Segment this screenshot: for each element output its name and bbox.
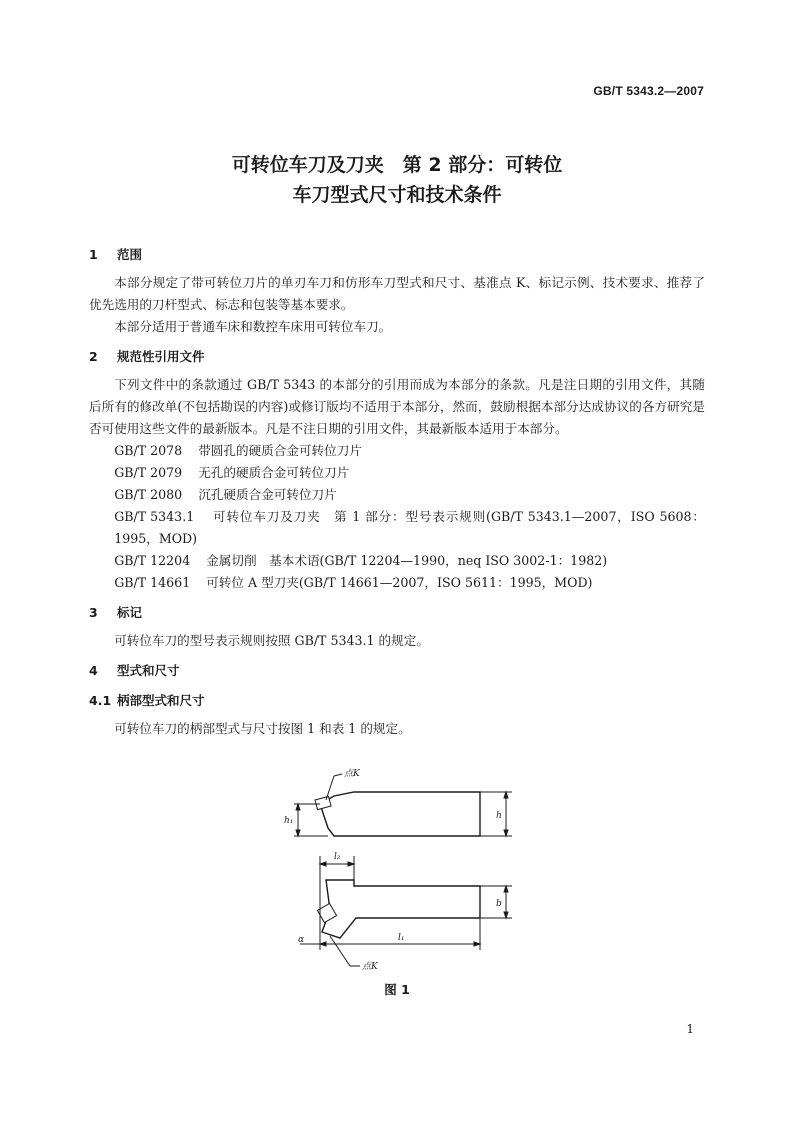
label-alpha: α — [298, 935, 305, 945]
label-l1: l₁ — [398, 933, 405, 943]
section-title: 范围 — [117, 247, 143, 262]
standard-code: GB/T 5343.2—2007 — [593, 84, 704, 98]
label-point-k-top: 点K — [344, 769, 360, 779]
section-number: 1 — [89, 247, 98, 262]
top-view — [300, 856, 512, 966]
section-number: 4 — [89, 663, 98, 678]
document-title — [0, 150, 794, 210]
title-line-1: 可转位车刀及刀夹 第 2 部分：可转位 — [231, 154, 563, 176]
label-point-k-bottom: 点K — [362, 962, 378, 972]
section-number: 4.1 — [89, 693, 112, 708]
section-number: 3 — [89, 605, 98, 620]
section-title: 型式和尺寸 — [117, 663, 180, 678]
section-title: 规范性引用文件 — [117, 349, 205, 364]
side-view — [294, 774, 512, 836]
reference-title: 可转位 A 型刀夹(GB/T 14661—2007，ISO 5611：1995，MOD) — [206, 575, 593, 590]
reference-item — [89, 484, 705, 506]
section-4-1-paragraph-1: 可转位车刀的柄部型式与尺寸按图 1 和表 1 的规定。 — [114, 721, 411, 736]
label-l2: l₂ — [334, 852, 341, 862]
section-3-heading — [89, 602, 705, 624]
figure-caption: 图 1 — [384, 982, 410, 997]
section-4-heading — [89, 660, 705, 682]
reference-item — [89, 462, 705, 484]
section-1-heading — [89, 244, 705, 266]
title-line-2: 车刀型式尺寸和技术条件 — [292, 184, 502, 206]
section-1-paragraph-1: 本部分规定了带可转位刀片的单刃车刀和仿形车刀型式和尺寸、基准点 K、标记示例、技术要求、推荐了优先选用的刀杆型式、标志和包装等基本要求。 — [89, 275, 705, 312]
reference-title: 带圆孔的硬质合金可转位刀片 — [198, 443, 362, 458]
section-2-heading — [89, 346, 705, 368]
page-number: 1 — [686, 1022, 694, 1036]
reference-item — [89, 572, 705, 594]
reference-title: 无孔的硬质合金可转位刀片 — [198, 465, 350, 480]
label-h1: h₁ — [284, 816, 294, 826]
label-h: h — [496, 811, 502, 821]
label-b: b — [496, 899, 502, 909]
section-3-paragraph-1: 可转位车刀的型号表示规则按照 GB/T 5343.1 的规定。 — [114, 633, 429, 648]
reference-code: GB/T 2079 — [114, 465, 183, 480]
reference-item — [89, 440, 705, 462]
document-body — [89, 244, 705, 740]
reference-item — [89, 506, 705, 550]
reference-title: 沉孔硬质合金可转位刀片 — [198, 487, 337, 502]
section-2-paragraph-1: 下列文件中的条款通过 GB/T 5343 的本部分的引用而成为本部分的条款。凡是注日期的引用文件，其随后所有的修改单(不包括勘误的内容)或修订版均不适用于本部分，然而，鼓励根据本部分达成协议的各方研究是否可使用这些文件的最新版本。凡是不注日期的引用文件，其最新版本适用于本部分。 — [89, 377, 705, 436]
section-title: 柄部型式和尺寸 — [117, 693, 205, 708]
section-4-1-heading — [89, 690, 705, 712]
section-1-paragraph-2: 本部分适用于普通车床和数控车床用可转位车刀。 — [114, 319, 392, 334]
reference-code: GB/T 5343.1 — [114, 509, 195, 524]
reference-code: GB/T 14661 — [114, 575, 191, 590]
reference-title: 可转位车刀及刀夹 第 1 部分：型号表示规则(GB/T 5343.1—2007，ISO 5608：1995，MOD) — [114, 509, 705, 546]
section-title: 标记 — [117, 605, 143, 620]
figure-1-tool-drawing — [270, 760, 530, 1000]
reference-code: GB/T 2078 — [114, 443, 183, 458]
reference-title: 金属切削 基本术语(GB/T 12204—1990，neq ISO 3002-1：1982) — [206, 553, 608, 568]
section-number: 2 — [89, 349, 98, 364]
reference-item — [89, 550, 705, 572]
reference-code: GB/T 2080 — [114, 487, 183, 502]
reference-code: GB/T 12204 — [114, 553, 191, 568]
